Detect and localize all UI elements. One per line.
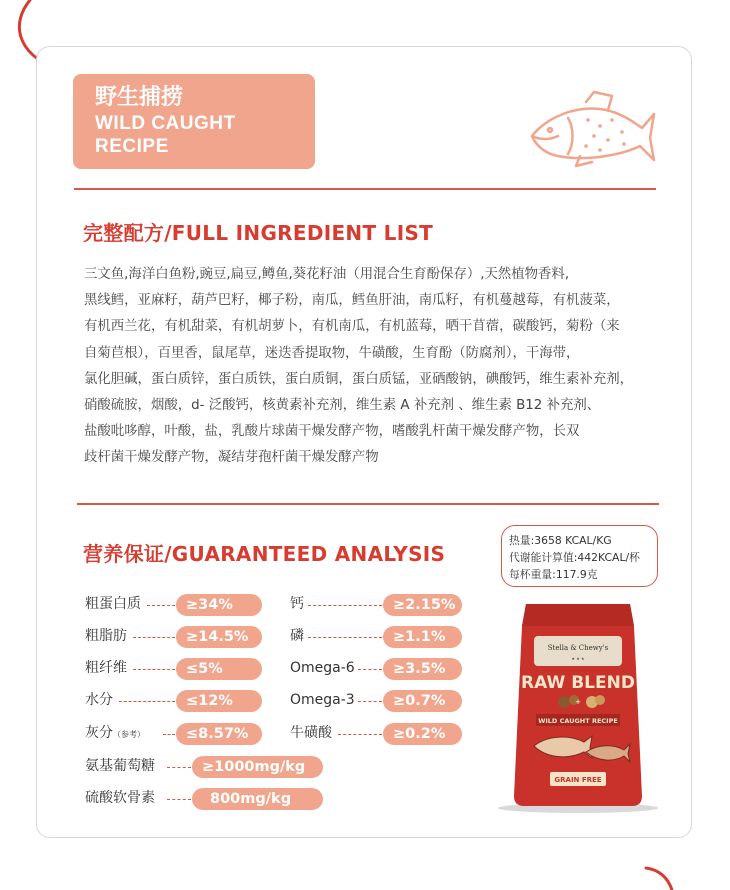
leader-dots [308,605,382,606]
analysis-value-pill: ≥3.5% [383,658,462,680]
analysis-label: Omega-6 [290,660,355,676]
analysis-value-pill: 800mg/kg [192,788,323,810]
ingredient-line: 硝酸硫胺，烟酸，d- 泛酸钙，核黄素补充剂，维生素 A 补充剂 、维生素 B12 补充剂、 [84,398,601,414]
calorie-line: 代谢能计算值:442KCAL/杯 [509,551,640,564]
leader-dots [358,701,382,702]
analysis-row [290,723,465,743]
analysis-value-pill: ≥2.15% [383,594,462,616]
analysis-label-note: （参考） [113,730,145,739]
analysis-row [290,690,465,710]
analysis-value-pill: ≤5% [176,658,262,680]
bag-recipe: WILD CAUGHT RECIPE [538,717,618,725]
analysis-label: 水分 [85,692,113,708]
leader-dots [119,701,175,702]
recipe-badge [73,74,315,169]
analysis-value-pill: ≥0.2% [383,723,462,745]
analysis-label: 粗蛋白质 [85,596,141,612]
badge-title-zh: 野生捕捞 [95,85,184,110]
analysis-label [85,723,145,745]
leader-dots [167,767,191,768]
leader-dots [167,799,191,800]
analysis-label: 粗脂肪 [85,628,127,644]
ingredient-line: 黑线鳕，亚麻籽，葫芦巴籽，椰子粉，南瓜，鳕鱼肝油，南瓜籽，有机蔓越莓，有机菠菜， [84,293,620,309]
analysis-row [85,788,325,808]
analysis-value-pill: ≥1.1% [383,626,462,648]
leader-dots [133,637,175,638]
badge-title-en-1: WILD CAUGHT [95,113,236,134]
leader-dots [163,734,175,735]
analysis-label: 磷 [290,628,304,644]
ingredient-line: 有机西兰花，有机甜菜，有机胡萝卜，有机南瓜，有机蓝莓，晒干苜蓿，碳酸钙，菊粉（来 [84,319,620,335]
ingredient-line: 氯化胆碱，蛋白质锌，蛋白质铁，蛋白质铜，蛋白质锰，亚硒酸钠，碘酸钙，维生素补充剂， [84,371,634,387]
analysis-row [290,594,465,614]
leader-dots [308,637,382,638]
bag-product-name: RAW BLEND [521,673,635,693]
ingredients-title: 完整配方/FULL INGREDIENT LIST [83,221,434,245]
ingredient-line: 歧杆菌干燥发酵产物，凝结芽孢杆菌干燥发酵产物 [84,450,379,466]
ingredient-line: 三文鱼,海洋白鱼粉,豌豆,扁豆,鳟鱼,葵花籽油（用混合生育酚保存）,天然植物香料, [84,267,570,282]
calorie-line: 每杯重量:117.9克 [509,568,598,581]
calorie-info-box [501,525,658,587]
ingredient-line: 自菊苣根），百里香，鼠尾草，迷迭香提取物，牛磺酸，生育酚（防腐剂），干海带， [84,345,580,361]
analysis-label: 氨基葡萄糖 [85,758,155,774]
calorie-line: 热量:3658 KCAL/KG [509,534,612,547]
analysis-row [85,756,325,776]
analysis-row [85,690,285,710]
analysis-label: 钙 [290,596,304,612]
product-bag-image [494,596,662,814]
analysis-value-pill: ≥34% [176,594,262,616]
analysis-label: 牛磺酸 [290,725,332,741]
analysis-value-pill: ≤12% [176,690,262,712]
analysis-label: 硫酸软骨素 [85,790,155,806]
bag-brand: Stella & Chewy's [547,644,609,652]
analysis-row [85,626,285,646]
bag-grain-free: GRAIN FREE [554,776,602,784]
analysis-label-text: 灰分 [85,725,113,741]
analysis-value-pill: ≥14.5% [176,626,262,648]
analysis-value-pill: ≤8.57% [176,723,262,745]
analysis-title: 营养保证/GUARANTEED ANALYSIS [83,542,446,566]
analysis-row [290,626,465,646]
analysis-row [85,658,285,678]
analysis-row [290,658,465,678]
analysis-value-pill: ≥1000mg/kg [192,756,323,778]
analysis-value-pill: ≥0.7% [383,690,462,712]
leader-dots [338,734,382,735]
analysis-row [85,723,285,743]
analysis-label: 粗纤维 [85,660,127,676]
fish-icon [528,88,658,168]
badge-title-en-2: RECIPE [95,136,169,157]
svg-text:+: + [575,698,581,706]
analysis-row [85,594,285,614]
ingredient-list [84,262,670,472]
analysis-label: Omega-3 [290,692,355,708]
leader-dots [133,669,175,670]
leader-dots [358,669,382,670]
divider-middle [77,503,659,505]
ingredient-line: 盐酸吡哆醇，叶酸，盐，乳酸片球菌干燥发酵产物，嗜酸乳杆菌干燥发酵产物，长双 [84,424,580,440]
divider-top [74,188,656,190]
curve-decoration-icon [640,866,680,890]
svg-text:★ ★ ★: ★ ★ ★ [571,656,585,661]
leader-dots [147,605,175,606]
